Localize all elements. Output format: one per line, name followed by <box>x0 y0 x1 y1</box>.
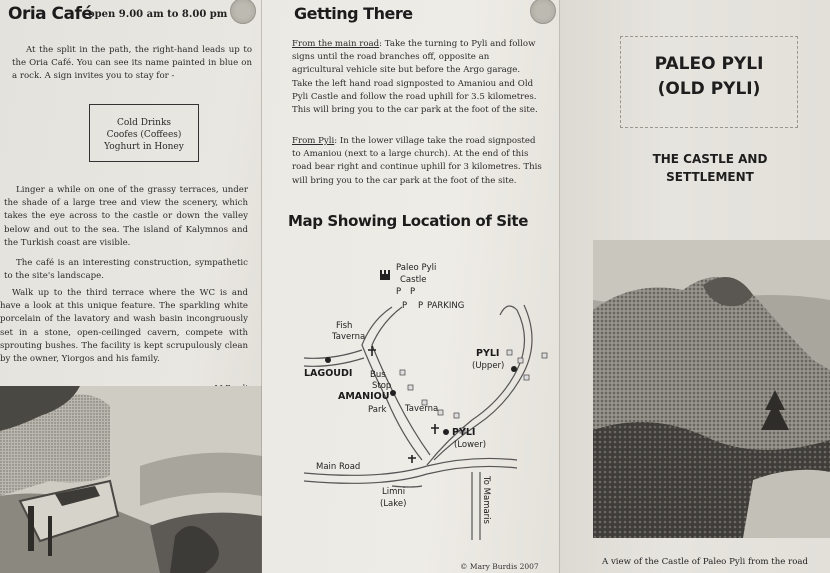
map-label: AMANIOU <box>338 391 390 402</box>
map-label: (Lake) <box>380 499 407 509</box>
pyli-lower-marker <box>443 429 449 435</box>
map-label: Stop <box>372 381 392 391</box>
cafe-photo <box>0 386 262 573</box>
map-label: PARKING <box>427 301 465 311</box>
title-line: PALEO PYLI <box>654 54 764 74</box>
right-panel <box>560 0 830 573</box>
route-main-road-label: From the main road <box>292 39 380 49</box>
route-pyli-text: : In the lower village take the road signposted to Amaniou (next to a large church). At the end of this road bear right and continue uphill for 3 kilometres. This will bring you to the car park at the foot of the site. <box>292 136 542 186</box>
route-pyli-label: From Pyli <box>292 136 335 146</box>
map-label: PYLI <box>476 348 500 359</box>
map-label: Fish <box>336 321 353 331</box>
leaflet-title <box>620 52 798 102</box>
map-label: LAGOUDI <box>304 368 353 379</box>
map-label: P <box>402 301 408 311</box>
map-label: Castle <box>400 275 427 285</box>
map-label: PYLI <box>452 427 476 438</box>
leaflet-subtitle <box>620 150 800 186</box>
menu-line: Cold Drinks <box>116 118 172 128</box>
map-label: Limni <box>382 487 406 497</box>
map-label: Park <box>368 405 387 415</box>
opening-hours: open 9.00 am to 8.00 pm <box>88 9 228 20</box>
map-label: Taverna <box>405 404 439 414</box>
subtitle-line: THE CASTLE AND <box>652 152 768 166</box>
wc-paragraph: Walk up to the third terrace where the WC is and have a look at this unique feature. The sparkling white porcelain of the lavatory and wash basin incongruously set in a stone, open-ceilinged cavern, compete with sprouting bushes. The facility is kept scrupulously clean by the owner, Yiorgos and his family. <box>0 288 248 365</box>
lagoudi-marker <box>325 357 331 363</box>
map-label: P <box>396 287 402 297</box>
copyright: © Mary Burdis 2007 <box>460 562 539 571</box>
map-label: P <box>418 301 424 311</box>
route-main-road-text: : Take the turning to Pyli and follow signs until the road branches off, opposite an agricultural vehicle site but before the Argo garage. Take the left hand road signposted to Amaniou and Old Pyli Castle and follow the road uphill for 3.5 kilometres. This will bring you to the car park at the foot of the site. <box>292 39 538 116</box>
castle-photo <box>593 240 830 538</box>
route-main-road <box>292 38 542 117</box>
map-label: (Upper) <box>472 361 505 371</box>
map-heading: Map Showing Location of Site <box>288 212 528 230</box>
map-label: Main Road <box>316 462 361 472</box>
left-panel <box>0 0 262 573</box>
map-label: (Lower) <box>454 440 487 450</box>
route-pyli <box>292 135 542 188</box>
location-map <box>262 250 560 573</box>
title-line: (OLD PYLI) <box>657 79 761 99</box>
directions-heading: Getting There <box>294 4 413 23</box>
cafe-heading: Oria Café <box>8 4 93 24</box>
map-label: Bus <box>370 370 386 380</box>
intro-paragraph: At the split in the path, the right-hand leads up to the Oria Café. You can see its name painted in blue on a rock. A sign invites you to stay for - <box>12 45 252 82</box>
castle-icon <box>380 270 390 280</box>
construction-paragraph: The café is an interesting construction, sympathetic to the site's landscape. <box>4 258 248 282</box>
menu-box <box>89 104 199 162</box>
photo-caption: A view of the Castle of Paleo Pyli from the road <box>602 557 809 567</box>
pyli-upper-marker <box>511 366 517 372</box>
menu-line: Yoghurt in Honey <box>104 142 184 152</box>
map-label: Paleo Pyli <box>396 263 437 273</box>
map-label: P <box>410 287 416 297</box>
menu-line: Coofes (Coffees) <box>106 130 182 140</box>
scenery-paragraph: Linger a while on one of the grassy terraces, under the shade of a large tree and view the scenery, which takes the eye across to the castle or down the valley below and out to the sea. The island of Kalymnos and the Turkish coast are visible. <box>4 185 248 248</box>
map-label: To Mamaris <box>481 476 491 524</box>
subtitle-line: SETTLEMENT <box>666 170 754 184</box>
map-label: Taverna <box>332 332 366 342</box>
